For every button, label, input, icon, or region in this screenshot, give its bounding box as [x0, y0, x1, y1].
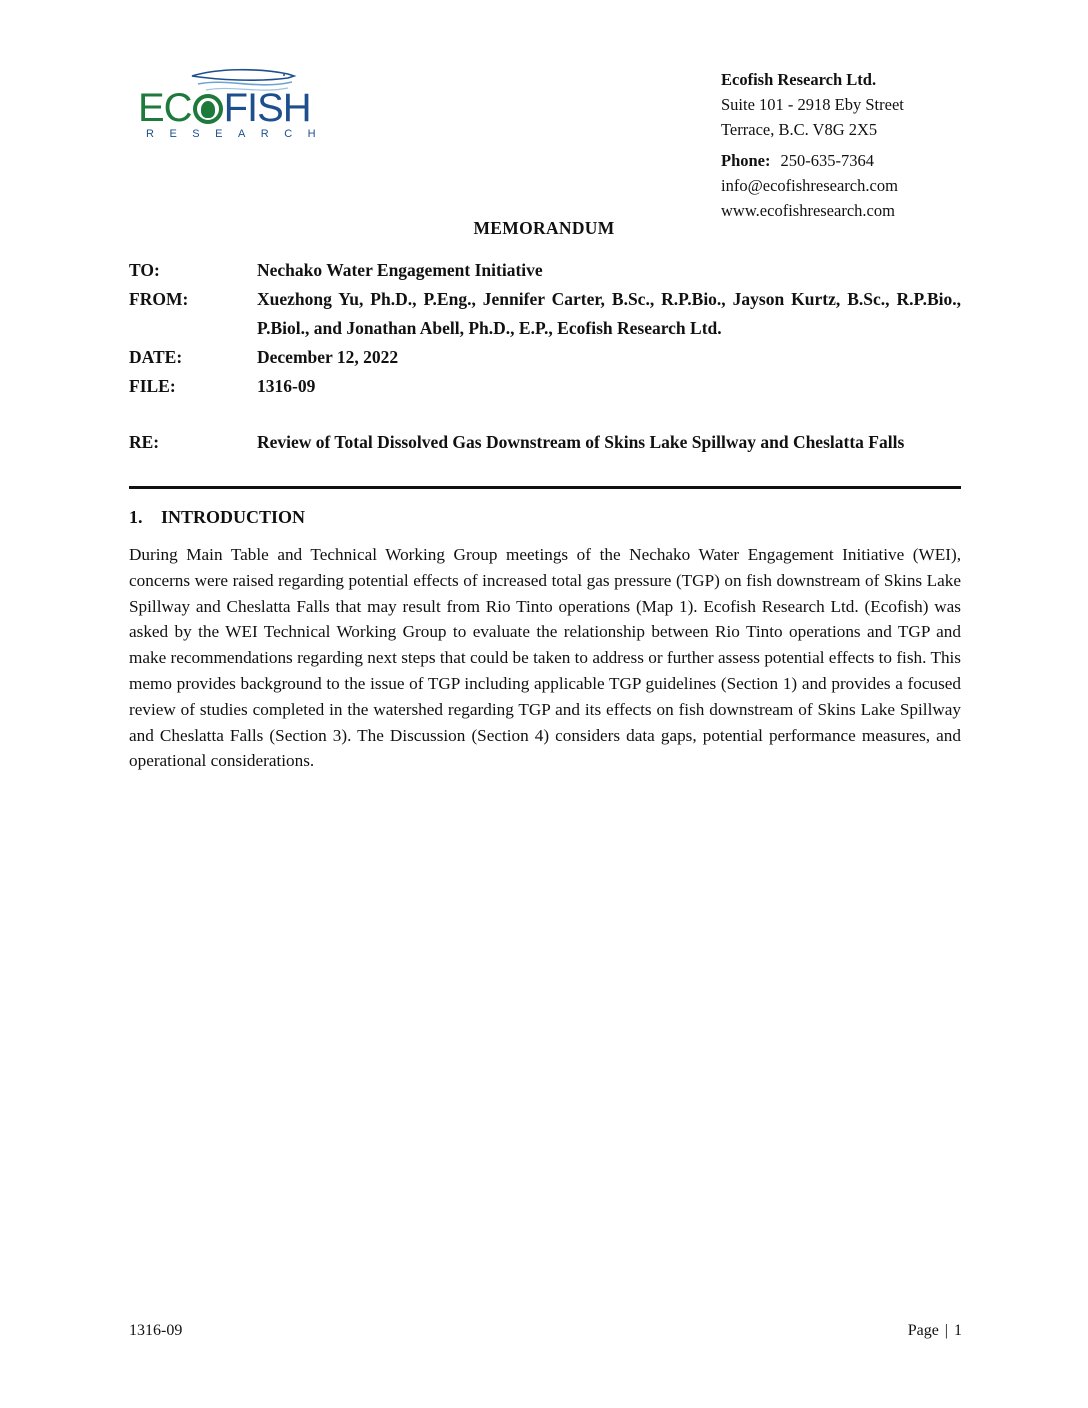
field-value: 1316-09: [257, 376, 316, 396]
logo-wordmark: EC FISH: [138, 86, 311, 130]
field-label: DATE:: [129, 347, 183, 367]
field-label: RE:: [129, 432, 160, 452]
page-number: 1: [954, 1322, 962, 1339]
page-label: Page: [907, 1322, 939, 1339]
company-name: Ecofish Research Ltd.: [721, 70, 877, 89]
website-link[interactable]: www.ecofishresearch.com: [721, 201, 895, 220]
memo-field-re: [129, 428, 961, 457]
field-value: Xuezhong Yu, Ph.D., P.Eng., Jennifer Carter, B.Sc., R.P.Bio., Jayson Kurtz, B.Sc., R.P.Bio., P.Biol., and Jonathan Abell, Ph.D., E.P., Ecofish Research Ltd.: [257, 289, 961, 338]
address-line-1: Suite 101 - 2918 Eby Street: [721, 95, 904, 114]
address-line-2: Terrace, B.C. V8G 2X5: [721, 120, 878, 139]
phone-number: 250-635-7364: [780, 151, 874, 170]
company-address: [721, 67, 904, 223]
email-link[interactable]: info@ecofishresearch.com: [721, 176, 898, 195]
memo-subject: Review of Total Dissolved Gas Downstream of Skins Lake Spillway and Cheslatta Falls: [257, 432, 905, 452]
tree-icon: [193, 94, 223, 124]
phone-label: Phone:: [721, 151, 771, 170]
memo-field-file: [129, 372, 961, 401]
field-label: FILE:: [129, 376, 176, 396]
section-heading: [129, 507, 305, 528]
page-separator: |: [944, 1322, 948, 1339]
section-title: INTRODUCTION: [161, 507, 306, 527]
section-number: 1.: [129, 507, 143, 527]
field-value: December 12, 2022: [257, 347, 399, 367]
memo-title: MEMORANDUM: [473, 218, 615, 238]
memo-header-fields: [129, 256, 961, 401]
field-label: FROM:: [129, 289, 189, 309]
header-divider: [129, 486, 961, 489]
memo-field-to: [129, 256, 961, 285]
phone-line: [721, 148, 904, 173]
memo-field-date: [129, 343, 961, 372]
footer-file-number: 1316-09: [129, 1322, 183, 1339]
memo-field-from: [129, 285, 961, 343]
introduction-paragraph: During Main Table and Technical Working Group meetings of the Nechako Water Engagement Initiative (WEI), concerns were raised regarding potential effects of increased total gas pressure (TGP) on fish downstream of Skins Lake Spillway and Cheslatta Falls that may result from Rio Tinto operations (Map 1). Ecofish Research Ltd. (Ecofish) was asked by the WEI Technical Working Group to evaluate the relationship between Rio Tinto operations and TGP and make recommendations regarding next steps that could be taken to address or further assess potential effects to fish. This memo provides background to the issue of TGP including applicable TGP guidelines (Section 1) and provides a focused review of studies completed in the watershed regarding TGP and its effects on fish downstream of Skins Lake Spillway and Cheslatta Falls (Section 3). The Discussion (Section 4) considers data gaps, potential performance measures, and operational considerations.: [129, 545, 961, 771]
logo-tagline: RESEARCH: [146, 128, 332, 140]
footer-page-indicator: [908, 1322, 962, 1340]
company-logo: [138, 66, 338, 146]
field-value: Nechako Water Engagement Initiative: [257, 260, 543, 280]
field-label: TO:: [129, 260, 160, 280]
